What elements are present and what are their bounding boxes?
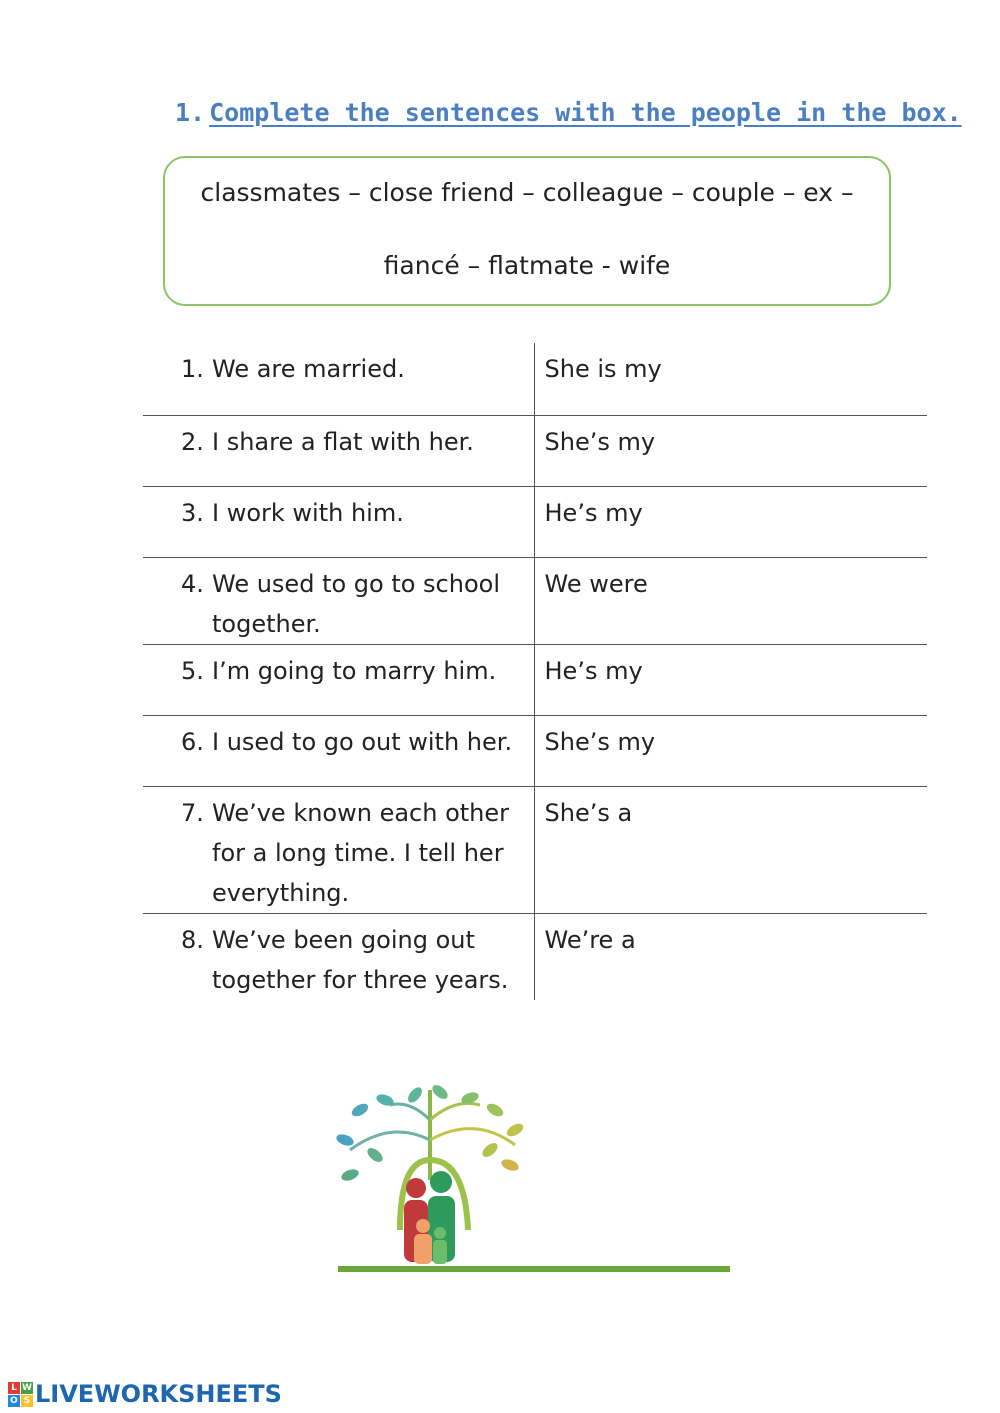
response-prompt: He’s my [544, 656, 643, 685]
exercise-instruction: Complete the sentences with the people in the box. [209, 98, 962, 127]
sentence-cell [143, 913, 534, 1000]
sentence-line: I used to go out with her. [212, 727, 513, 756]
sentence-line: together for three years. [212, 965, 509, 994]
branch-right [430, 1129, 515, 1145]
sentence-text [212, 349, 528, 389]
sentence-cell [143, 644, 534, 715]
response-prompt: We were [544, 569, 648, 598]
sentence-line: We’ve been going out [212, 925, 475, 954]
response-prompt: He’s my [544, 498, 643, 527]
sentence-line: for a long time. I tell her [212, 838, 504, 867]
sentence-text [212, 564, 528, 644]
row-number: 7. [181, 798, 204, 827]
sentence-table [143, 343, 927, 1000]
family-tree-illustration [330, 1080, 740, 1280]
branch-upper-left [390, 1104, 430, 1120]
table-row [143, 715, 927, 786]
word-box [163, 156, 891, 306]
row-number: 4. [181, 569, 204, 598]
row-number: 5. [181, 656, 204, 685]
table-row [143, 486, 927, 557]
sentence-line: We’ve known each other [212, 798, 510, 827]
table-row [143, 644, 927, 715]
response-cell[interactable] [534, 786, 927, 913]
exercise-title [175, 98, 962, 127]
sentence-text [212, 493, 528, 533]
sentence-line: We are married. [212, 355, 405, 383]
sentence-cell [143, 557, 534, 644]
response-prompt: We’re a [544, 925, 636, 954]
table-row [143, 913, 927, 1000]
sentence-line: We used to go to school [212, 569, 500, 598]
sentence-cell [143, 715, 534, 786]
sentence-cell [143, 486, 534, 557]
sentence-text [212, 651, 528, 691]
table-row [143, 343, 927, 415]
response-prompt: She is my [544, 355, 662, 383]
liveworksheets-logo[interactable] [8, 1380, 282, 1408]
branch-upper-right [430, 1103, 480, 1120]
row-number: 2. [181, 427, 204, 456]
sentence-line: I share a flat with her. [212, 427, 474, 456]
response-cell[interactable] [534, 557, 927, 644]
ground-line [338, 1266, 730, 1272]
sentence-text [212, 722, 528, 762]
sentence-line: I’m going to marry him. [212, 656, 497, 685]
logo-letter: O [8, 1395, 20, 1407]
family-figures [404, 1171, 455, 1264]
row-number: 1. [181, 355, 204, 383]
logo-text: LIVEWORKSHEETS [35, 1380, 282, 1408]
logo-letter: S [21, 1395, 33, 1407]
sentence-cell [143, 786, 534, 913]
response-prompt: She’s my [544, 427, 656, 456]
row-number: 8. [181, 925, 204, 954]
logo-letter: L [8, 1382, 20, 1394]
response-prompt: She’s a [544, 798, 633, 827]
response-cell[interactable] [534, 415, 927, 486]
response-cell[interactable] [534, 913, 927, 1000]
sentence-text [212, 422, 528, 462]
sentence-text [212, 920, 528, 1000]
word-box-line-1: classmates – close friend – colleague – couple – ex – [200, 178, 854, 207]
response-cell[interactable] [534, 644, 927, 715]
table-row [143, 786, 927, 913]
response-cell[interactable] [534, 715, 927, 786]
sentence-line: everything. [212, 878, 350, 907]
exercise-number: 1. [175, 98, 206, 127]
row-number: 3. [181, 498, 204, 527]
response-cell[interactable] [534, 343, 927, 415]
branch-left [350, 1132, 430, 1150]
sentence-line: I work with him. [212, 498, 404, 527]
sentence-cell [143, 343, 534, 415]
response-cell[interactable] [534, 486, 927, 557]
row-number: 6. [181, 727, 204, 756]
response-prompt: She’s my [544, 727, 656, 756]
logo-icon [8, 1382, 33, 1407]
sentence-cell [143, 415, 534, 486]
word-box-line-2: fiancé – flatmate - wife [383, 251, 671, 280]
sentence-line: together. [212, 609, 321, 638]
logo-letter: W [22, 1382, 32, 1393]
table-row [143, 415, 927, 486]
sentence-text [212, 793, 528, 913]
table-row [143, 557, 927, 644]
